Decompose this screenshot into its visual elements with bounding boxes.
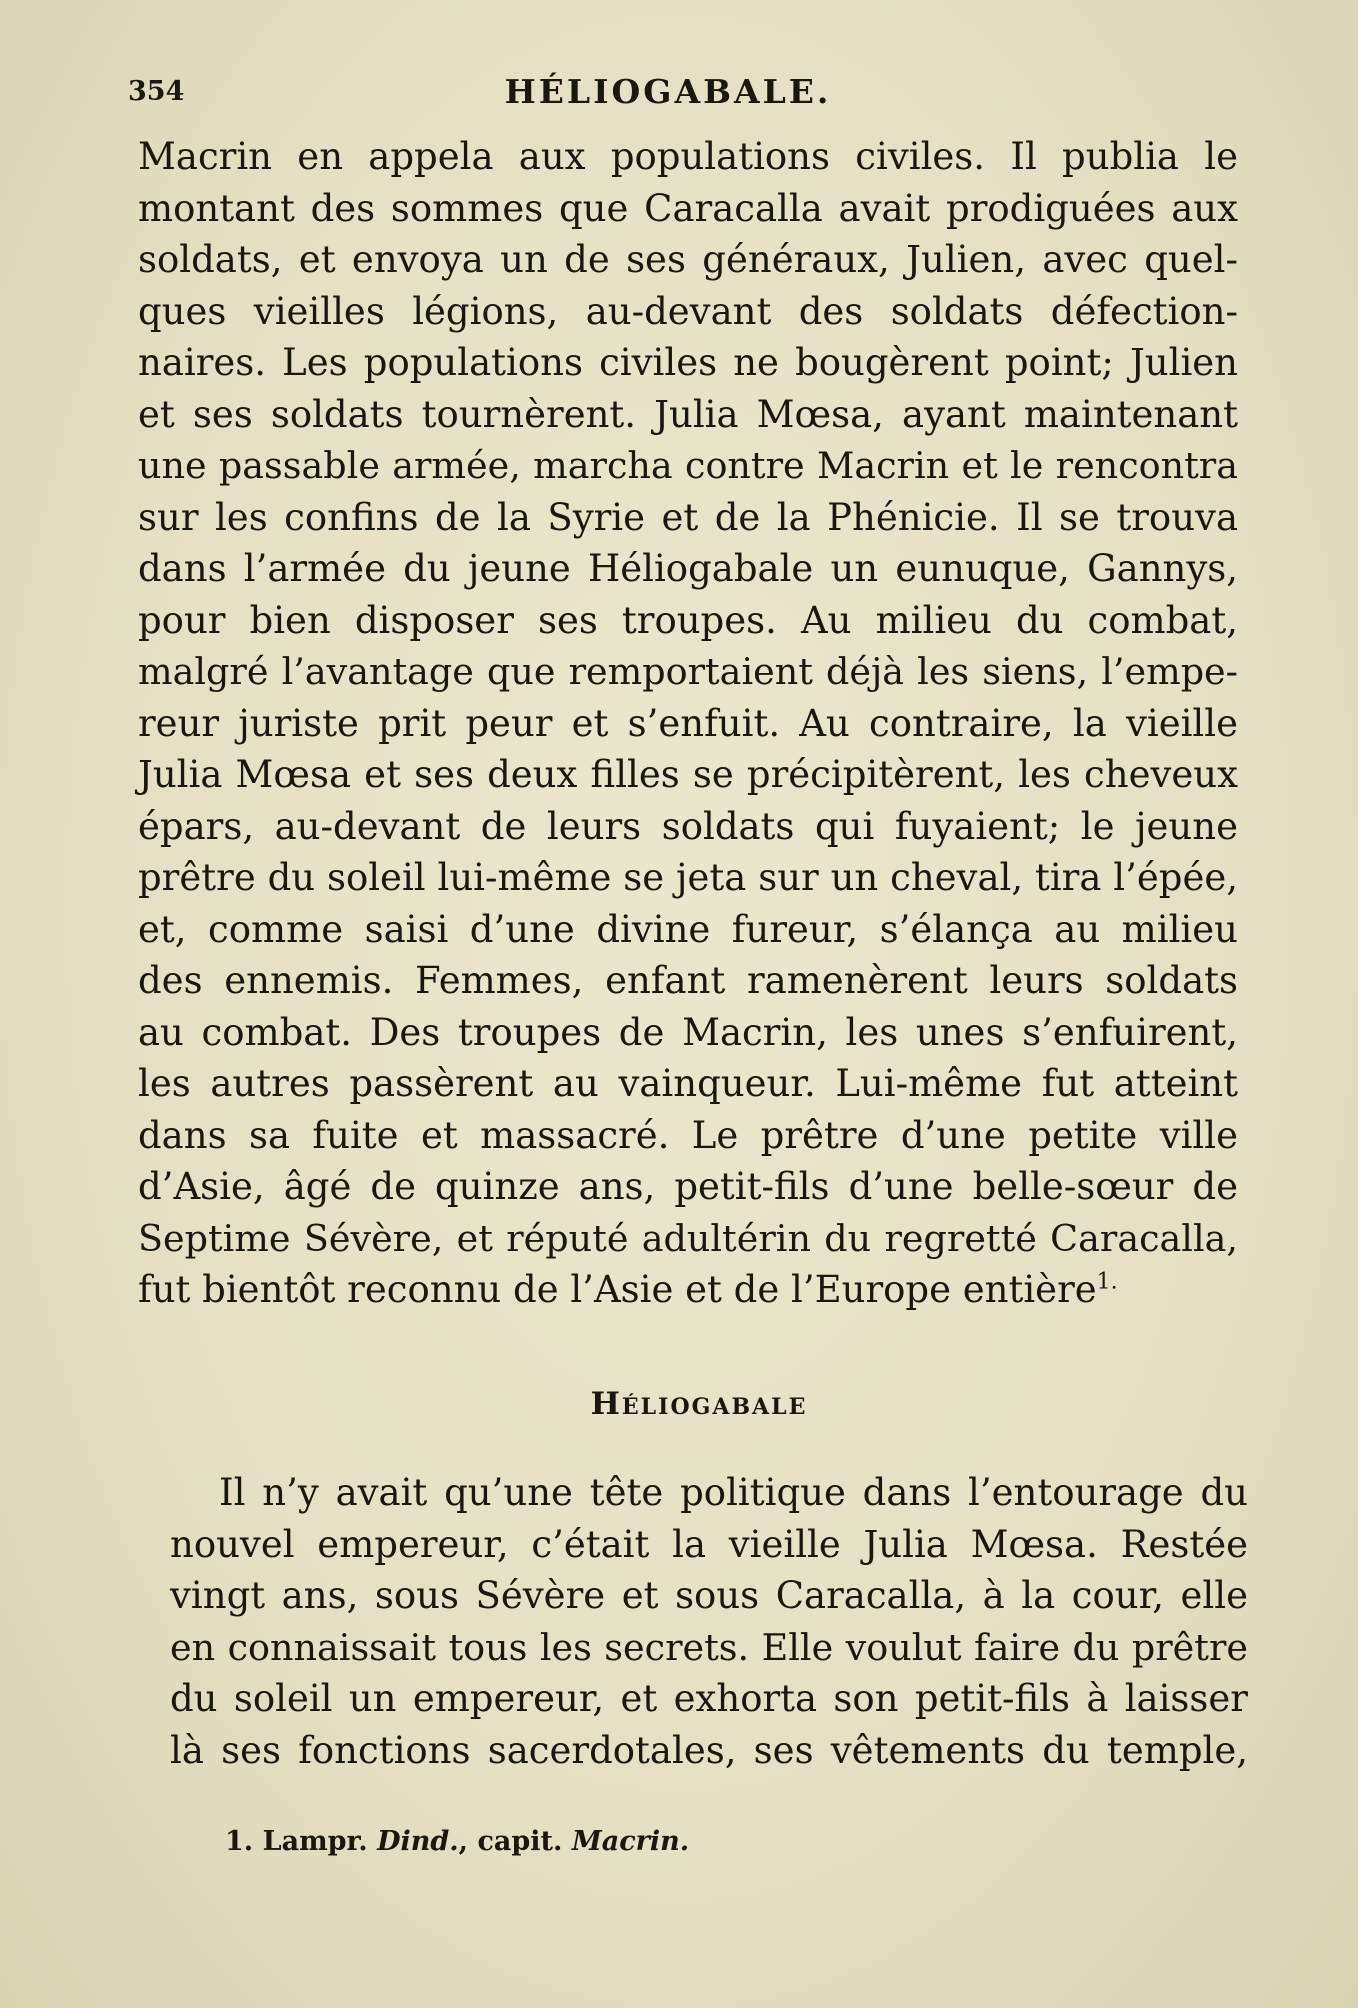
text-line: épars, au-devant de leurs soldats qui fuyaient; le jeune [138,804,1238,848]
text-line-last [138,1264,1238,1316]
text-line: naires. Les populations civiles ne bougèrent point; Julien [138,341,1238,384]
text-line: en connaissait tous les secrets. Elle voulut faire du prêtre [170,1625,1248,1669]
text-line: là ses fonctions sacerdotales, ses vêtements du temple, [170,1728,1248,1772]
text-line: les autres passèrent au vainqueur. Lui-même fut atteint [138,1062,1238,1105]
footnote-subject: Macrin. [571,1826,690,1857]
running-head [128,68,1208,118]
footnote-number: 1. [225,1826,254,1857]
paragraph-2 [170,1467,1248,1776]
text-line: nouvel empereur, c’était la vieille Julia Mœsa. Restée [170,1522,1248,1566]
text-line: du soleil un empereur, et exhorta son petit-fils à laisser [170,1677,1248,1720]
text-line: une passable armée, marcha contre Macrin et le rencontra [138,444,1238,487]
footnote-edition: Dind. [377,1826,459,1857]
text-line: au combat. Des troupes de Macrin, les unes s’enfuirent, [138,1010,1238,1054]
section-heading: Héliogabale [590,1386,808,1422]
text-line: soldats, et envoya un de ses généraux, Julien, avec quel- [138,238,1238,281]
footnote-chapter: , capit. [458,1826,563,1857]
text-line: Macrin en appela aux populations civiles. Il publia le [138,135,1238,178]
text-line: et ses soldats tournèrent. Julia Mœsa, ayant maintenant [138,392,1238,436]
text-line: montant des sommes que Caracalla avait prodiguées aux [138,186,1238,230]
text-line: reur juriste prit peur et s’enfuit. Au contraire, la vieille [138,701,1238,745]
text-line: sur les confins de la Syrie et de la Phénicie. Il se trouva [138,495,1238,539]
page-number: 354 [128,76,185,107]
text-line: dans l’armée du jeune Héliogabale un eunuque, Gannys, [138,547,1238,590]
text-line: des ennemis. Femmes, enfant ramenèrent leurs soldats [138,959,1238,1002]
paragraph-1 [138,131,1238,1316]
text-line: dans sa fuite et massacré. Le prêtre d’une petite ville [138,1113,1238,1157]
footnote-author: Lampr. [262,1826,368,1857]
text-line: Il n’y avait qu’une tête politique dans l’entourage du [219,1471,1248,1514]
text-line: malgré l’avantage que remportaient déjà les siens, l’empe- [138,650,1238,693]
footnote-marker[interactable]: 1. [1096,1269,1118,1295]
text-line: et, comme saisi d’une divine fureur, s’élança au milieu [138,907,1238,951]
text-line: pour bien disposer ses troupes. Au milieu du combat, [138,598,1238,642]
text-line: ques vieilles légions, au-devant des soldats défection- [138,289,1238,333]
text-line: vingt ans, sous Sévère et sous Caracalla, à la cour, elle [170,1574,1248,1617]
running-title: HÉLIOGABALE. [504,72,832,111]
text-line-content: fut bientôt reconnu de l’Asie et de l’Europe entière [138,1268,1097,1311]
text-line: prêtre du soleil lui-même se jeta sur un cheval, tira l’épée, [138,856,1238,899]
text-line: Julia Mœsa et ses deux filles se précipitèrent, les cheveux [138,753,1238,796]
text-line: d’Asie, âgé de quinze ans, petit-fils d’une belle-sœur de [138,1165,1238,1208]
text-line: Septime Sévère, et réputé adultérin du regretté Caracalla, [138,1216,1238,1260]
footnote [225,1826,689,1857]
